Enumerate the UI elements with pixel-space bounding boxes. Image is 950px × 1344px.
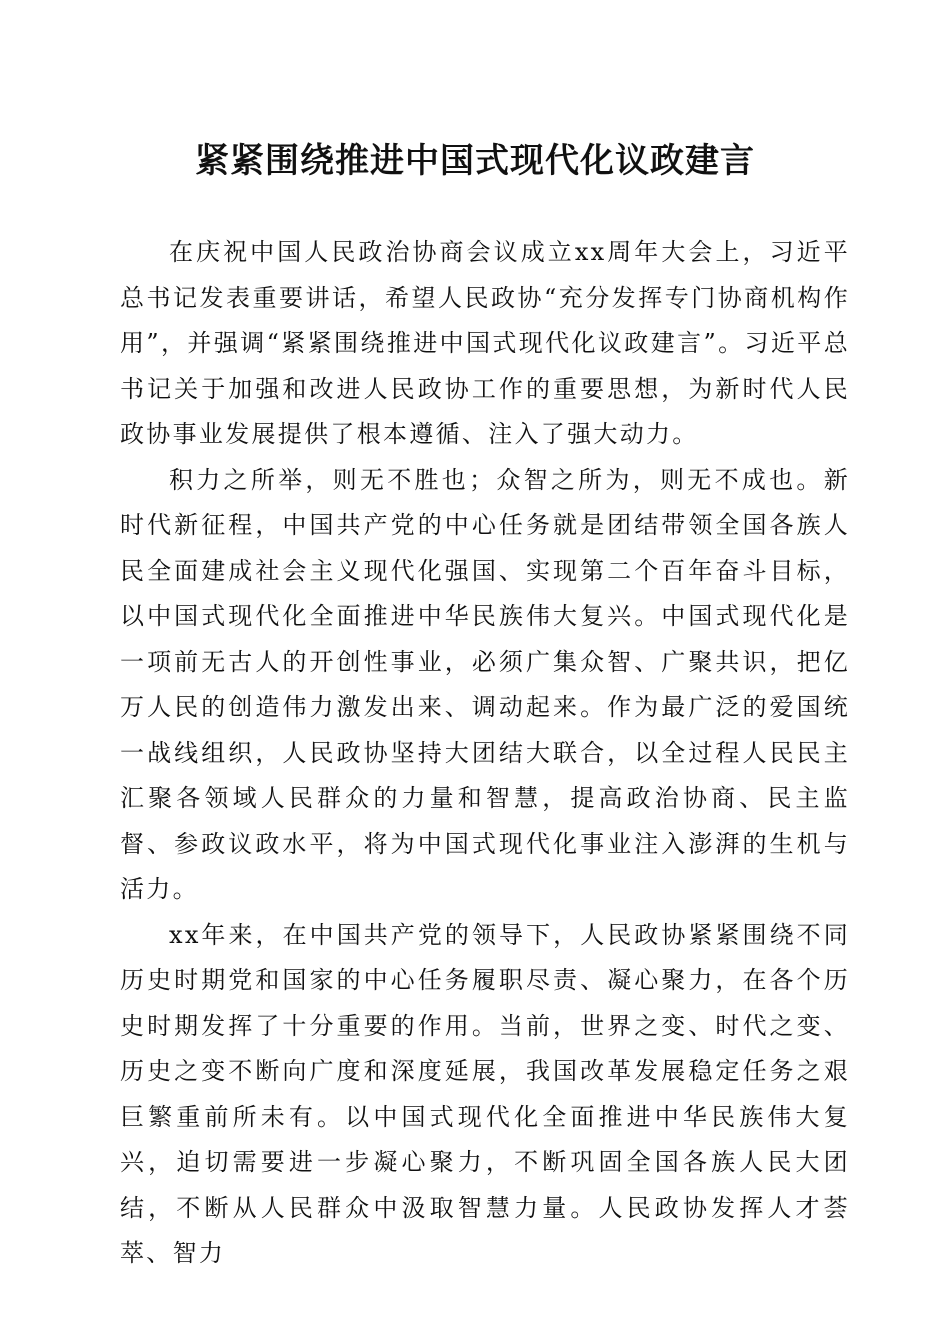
paragraph-1: 在庆祝中国人民政治协商会议成立xx周年大会上，习近平总书记发表重要讲话，希望人民政协“充分发挥专门协商机构作用”，并强调“紧紧围绕推进中国式现代化议政建言”。习近平总书记关于加强和改进人民政协工作的重要思想，为新时代人民政协事业发展提供了根本遵循、注入了强大动力。 <box>120 238 850 448</box>
paragraph-2: 积力之所举，则无不胜也；众智之所为，则无不成也。新时代新征程，中国共产党的中心任务就是团结带领全国各族人民全面建成社会主义现代化强国、实现第二个百年奋斗目标，以中国式现代化全面推进中华民族伟大复兴。中国式现代化是一项前无古人的开创性事业，必须广集众智、广聚共识，把亿万人民的创造伟力激发出来、调动起来。作为最广泛的爱国统一战线组织，人民政协坚持大团结大联合，以全过程人民民主汇聚各领域人民群众的力量和智慧，提高政治协商、民主监督、参政议政水平，将为中国式现代化事业注入澎湃的生机与活力。 <box>120 465 850 903</box>
document-body <box>120 230 850 1277</box>
paragraph-3: xx年来，在中国共产党的领导下，人民政协紧紧围绕不同历史时期党和国家的中心任务履职尽责、凝心聚力，在各个历史时期发挥了十分重要的作用。当前，世界之变、时代之变、历史之变不断向广度和深度延展，我国改革发展稳定任务之艰巨繁重前所未有。以中国式现代化全面推进中华民族伟大复兴，迫切需要进一步凝心聚力，不断巩固全国各族人民大团结，不断从人民群众中汲取智慧力量。人民政协发挥人才荟萃、智力 <box>120 920 850 1267</box>
document-title: 紧紧围绕推进中国式现代化议政建言 <box>195 141 755 181</box>
